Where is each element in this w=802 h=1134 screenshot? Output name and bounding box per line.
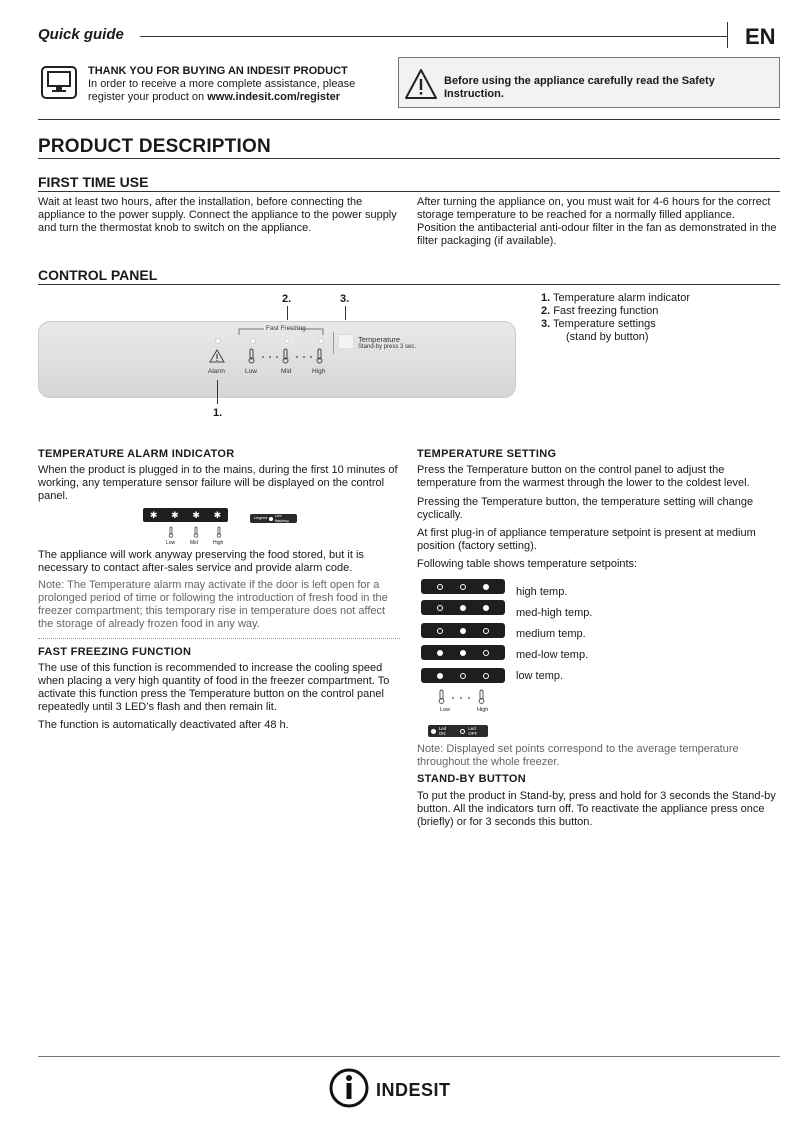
legend-text: Fast freezing function: [553, 305, 659, 317]
legend-label: Legend: [254, 515, 268, 521]
temperature-label: Temperature: [358, 335, 401, 344]
legend-sub: (stand by button): [566, 331, 649, 343]
mini-label-low: Low: [166, 540, 176, 546]
alarm-legend-box: [250, 514, 297, 523]
led-on-icon: [431, 729, 436, 734]
temp-setting-text-4: Following table shows temperature setpoints:: [417, 558, 638, 570]
first-time-use-title: FIRST TIME USE: [38, 174, 149, 190]
alarm-led-strip: ✱ ✱ ✱ ✱: [143, 508, 228, 522]
fast-freezing-title: FAST FREEZING FUNCTION: [38, 646, 192, 658]
led-on-icon: [460, 650, 466, 656]
standby-text: To put the product in Stand-by, press and hold for 3 seconds the Stand-by button. All the indicators turn off. To reactivate the appliance press once (briefly) or for 3 seconds this button.: [417, 790, 776, 828]
setpoint-leds-medium: [421, 623, 505, 638]
mini-label-high: High: [213, 540, 224, 546]
led-on-icon: [483, 584, 489, 590]
setpoint-label: high temp.: [516, 586, 568, 598]
temp-setting-title: TEMPERATURE SETTING: [417, 448, 557, 460]
setpoint-leds-med-high: [421, 600, 505, 615]
panel-label-high: High: [312, 368, 326, 375]
temp-setting-note: Note: Displayed set points correspond to the average temperature throughout the whole freezer.: [417, 743, 739, 768]
led-on-label: Led ON: [438, 725, 447, 736]
legend-num: 2.: [541, 305, 551, 317]
thermometer-scale-icon: [246, 348, 356, 364]
setpoint-leds-high: [421, 579, 505, 594]
mini-label-mid: Mid: [190, 540, 199, 546]
legend-flash: Led flashing: [274, 512, 289, 523]
mini-thermometer-icons: [168, 526, 228, 539]
legend-num: 1.: [541, 292, 551, 304]
callout-line: [287, 306, 288, 320]
led-off-label: Led OFF: [468, 725, 478, 736]
first-time-use-left: Wait at least two hours, after the installation, before connecting the appliance to the power supply. Connect the appliance to the power supply and turn the thermostat knob to switch on the appliance.: [38, 196, 397, 234]
register-block: [88, 65, 388, 104]
header-divider: [727, 22, 728, 48]
fast-freezing-label: Fast Freezing: [266, 325, 306, 332]
panel-label-alarm: Alarm: [208, 368, 225, 375]
doc-title: Quick guide: [38, 26, 124, 43]
legend-num: 3.: [541, 318, 551, 330]
temp-setting-text-3: At first plug-in of appliance temperature setpoint is present at medium position (factory setting).: [417, 527, 756, 552]
setpoint-leds-med-low: [421, 645, 505, 660]
led-on-icon: [460, 628, 466, 634]
section-rule: [38, 158, 780, 159]
register-link[interactable]: www.indesit.com/register: [207, 91, 341, 103]
temp-alarm-text-1: When the product is plugged in to the mains, during the first 10 minutes of working, any temperature sensor failure will be displayed on the control panel.: [38, 464, 398, 502]
setpoint-leds-low: [421, 668, 505, 683]
panel-label-mid: Mid: [281, 368, 292, 375]
fast-freezing-text-1: The use of this function is recommended to increase the cooling speed when placing a very high quantity of food in the freezer compartment. To activate this function press the Temperature button on the control panel repeatedly until 3 LED’s flash and then remain lit.: [38, 662, 390, 713]
setpoint-label: med-low temp.: [516, 649, 589, 661]
scale-label-high: High: [477, 707, 489, 713]
low-led: [250, 338, 256, 344]
led-legend-box: [428, 725, 488, 737]
panel-divider: [333, 332, 334, 354]
footer-rule: [38, 1056, 780, 1057]
temp-scale-icon: [436, 689, 490, 705]
led-off-icon: [460, 729, 465, 734]
callout-line: [217, 380, 218, 404]
led-off-icon: [483, 628, 489, 634]
first-time-use-right: After turning the appliance on, you must wait for 4-6 hours for the correct storage temperature to be reached for a normally filled appliance. Position the antibacterial anti-odour filter in the fan as demonstrated in the filter packaging (if available).: [417, 196, 777, 247]
temp-alarm-note: Note: The Temperature alarm may activate if the door is left open for a prolonged period of time or following the introduction of fresh food in the freezer compartment; this temporary rise in temperature does not affect the storage of already frozen food in any way.: [38, 579, 388, 630]
alarm-triangle-icon: [209, 349, 225, 363]
brand-name: indesit: [376, 1072, 451, 1103]
scale-label-low: Low: [440, 707, 451, 713]
section-rule: [38, 191, 780, 192]
callout-2: 2.: [282, 293, 292, 305]
standby-title: STAND-BY BUTTON: [417, 773, 526, 785]
callout-1: 1.: [213, 407, 223, 419]
setpoint-label: medium temp.: [516, 628, 586, 640]
register-line2: register your product on: [88, 91, 208, 103]
safety-warning-text: Before using the appliance carefully read the Safety Instruction.: [444, 75, 715, 100]
led-off-icon: [437, 628, 443, 634]
led-off-icon: [437, 605, 443, 611]
control-panel-legend: [541, 292, 781, 344]
section-rule: [38, 284, 780, 285]
panel-label-low: Low: [245, 368, 257, 375]
control-panel-title: CONTROL PANEL: [38, 267, 158, 283]
dotted-divider: [38, 638, 400, 639]
led-off-icon: [437, 584, 443, 590]
indesit-logo: [328, 1067, 451, 1109]
led-on-icon: [437, 650, 443, 656]
callout-3: 3.: [340, 293, 350, 305]
led-off-icon: [460, 673, 466, 679]
fast-freezing-text-2: The function is automatically deactivated after 48 h.: [38, 719, 289, 731]
header-rule: [140, 36, 728, 37]
high-led: [318, 338, 324, 344]
flash-led-icon: [269, 517, 272, 521]
mid-led: [284, 338, 290, 344]
led-off-icon: [483, 650, 489, 656]
setpoint-label: low temp.: [516, 670, 564, 682]
warning-icon: [404, 68, 438, 104]
temp-setting-text-2: Pressing the Temperature button, the temperature setting will change cyclically.: [417, 496, 754, 521]
led-on-icon: [460, 605, 466, 611]
monitor-icon: [41, 66, 77, 99]
fast-freezing-bracket: [238, 326, 324, 336]
temperature-button[interactable]: [338, 334, 354, 349]
led-on-icon: [437, 673, 443, 679]
callout-line: [345, 306, 346, 320]
led-off-icon: [483, 673, 489, 679]
led-on-icon: [483, 605, 489, 611]
header-bottom-rule: [38, 119, 780, 120]
language-code: EN: [745, 24, 776, 49]
temp-alarm-text-2: The appliance will work anyway preserving the food stored, but it is necessary to contact after-sales service and provide alarm code.: [38, 549, 364, 574]
led-off-icon: [460, 584, 466, 590]
temp-alarm-title: TEMPERATURE ALARM INDICATOR: [38, 448, 235, 460]
register-line1: In order to receive a more complete assistance, please: [88, 78, 356, 90]
alarm-led: [215, 338, 221, 344]
legend-text: Temperature alarm indicator: [553, 292, 690, 304]
indesit-logo-icon: [328, 1067, 370, 1109]
product-description-title: PRODUCT DESCRIPTION: [38, 136, 271, 157]
setpoint-label: med-high temp.: [516, 607, 593, 619]
legend-text: Temperature settings: [553, 318, 656, 330]
temp-setting-text-1: Press the Temperature button on the control panel to adjust the temperature from the warmest through the lower to the coldest level.: [417, 464, 750, 489]
register-heading: THANK YOU FOR BUYING AN INDESIT PRODUCT: [88, 65, 348, 77]
standby-label: Stand-by press 3 sec.: [358, 344, 417, 350]
